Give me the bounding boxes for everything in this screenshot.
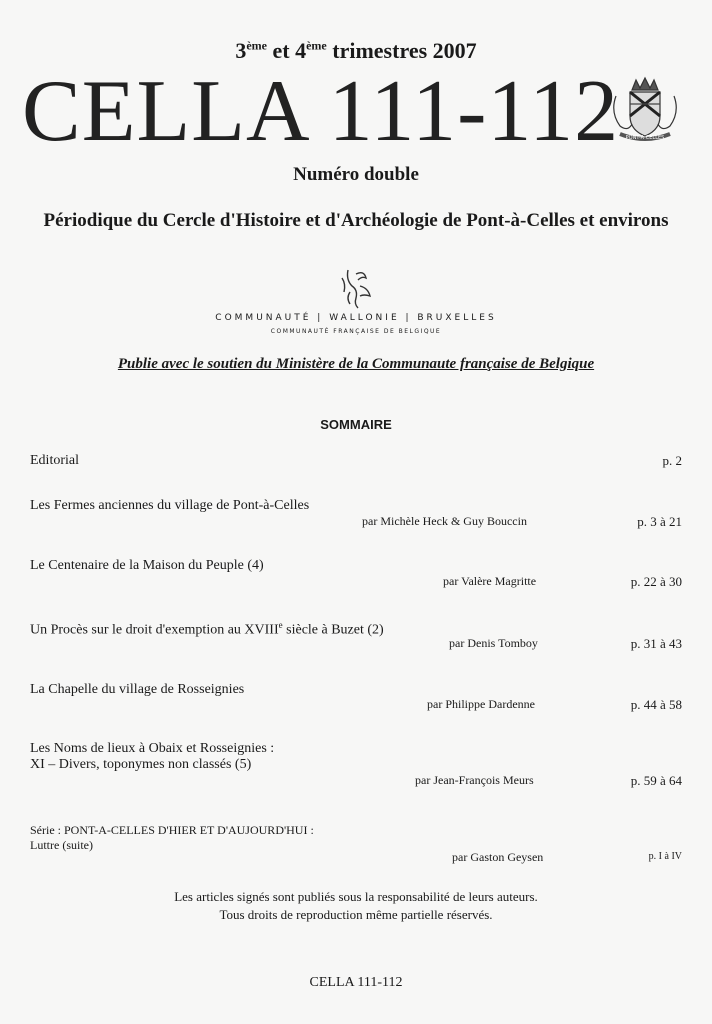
toc-entry-pages: p. 3 à 21 (637, 514, 682, 529)
crest-banner-text: PONT-A-CELLES (625, 135, 665, 141)
toc-entry-pages: p. 44 à 58 (630, 697, 682, 712)
toc-entry-author: par Denis Tomboy (449, 636, 538, 650)
toc-entry-title: Les Noms de lieux à Obaix et Rosseignies : (30, 741, 275, 756)
serie-heading: Série : PONT-A-CELLES D'HIER ET D'AUJOURD'HUI : (30, 823, 314, 837)
serie-author: par Gaston Geysen (452, 850, 544, 864)
sommaire-heading: SOMMAIRE (320, 417, 392, 432)
toc-entry-title-sup: e (278, 620, 283, 630)
toc-entry-title-line2: XI – Divers, toponymes non classés (5) (30, 757, 252, 772)
toc-entry-pages: p. 22 à 30 (630, 574, 682, 589)
period-superscript-2: ème (306, 38, 327, 53)
wallonie-bruxelles-subtext: COMMUNAUTÉ FRANÇAISE DE BELGIQUE (270, 328, 442, 335)
support-statement: Publie avec le soutien du Ministère de la Communaute française de Belgique (117, 356, 595, 372)
journal-name: Périodique du Cercle d'Histoire et d'Archéologie de Pont-à-Celles et environs (43, 210, 669, 231)
issue-period (0, 38, 712, 64)
page-title: CELLA 111-112 (22, 63, 620, 160)
wallonie-bruxelles-logo: COMMUNAUTÉ | WALLONIE | BRUXELLES (215, 313, 497, 323)
toc-entry-title: La Chapelle du village de Rosseignies (30, 682, 245, 697)
serie-pages: p. I à IV (648, 851, 682, 862)
period-middle: et 4 (267, 38, 307, 63)
toc-entry-title-part: Un Procès sur le droit d'exemption au XVIII (30, 622, 279, 638)
notice-line-1: Les articles signés sont publiés sous la responsabilité de leurs auteurs. (174, 889, 538, 904)
toc-entry-author: par Jean-François Meurs (415, 773, 534, 787)
toc-entry-title: Editorial (30, 453, 79, 468)
toc-entry-author: par Philippe Dardenne (427, 697, 535, 711)
serie-subtitle: Luttre (suite) (30, 838, 93, 852)
toc-entry-pages: p. 59 à 64 (630, 773, 682, 788)
toc-entry-pages: p. 31 à 43 (630, 636, 682, 651)
toc-entry-title: Le Centenaire de la Maison du Peuple (4) (30, 558, 264, 573)
notice-line-2: Tous droits de reproduction même partielle réservés. (219, 907, 493, 922)
toc-entry-author: par Valère Magritte (443, 574, 537, 588)
toc-entry-pages: p. 2 (662, 453, 682, 468)
toc-entry-author: par Michèle Heck & Guy Bouccin (362, 514, 527, 528)
toc-entry-title: Les Fermes anciennes du village de Pont-à-Celles (30, 498, 310, 513)
period-end: trimestres 2007 (326, 38, 477, 63)
page-footer: CELLA 111-112 (309, 975, 403, 990)
toc-entry-title (30, 620, 384, 639)
toc-entry-title-end: siècle à Buzet (2) (282, 622, 384, 638)
coat-of-arms-icon (606, 76, 684, 148)
rooster-logo-icon (336, 266, 376, 310)
period-superscript: ème (246, 38, 268, 53)
period-number: 3 (235, 38, 247, 63)
issue-subtitle: Numéro double (293, 164, 419, 185)
